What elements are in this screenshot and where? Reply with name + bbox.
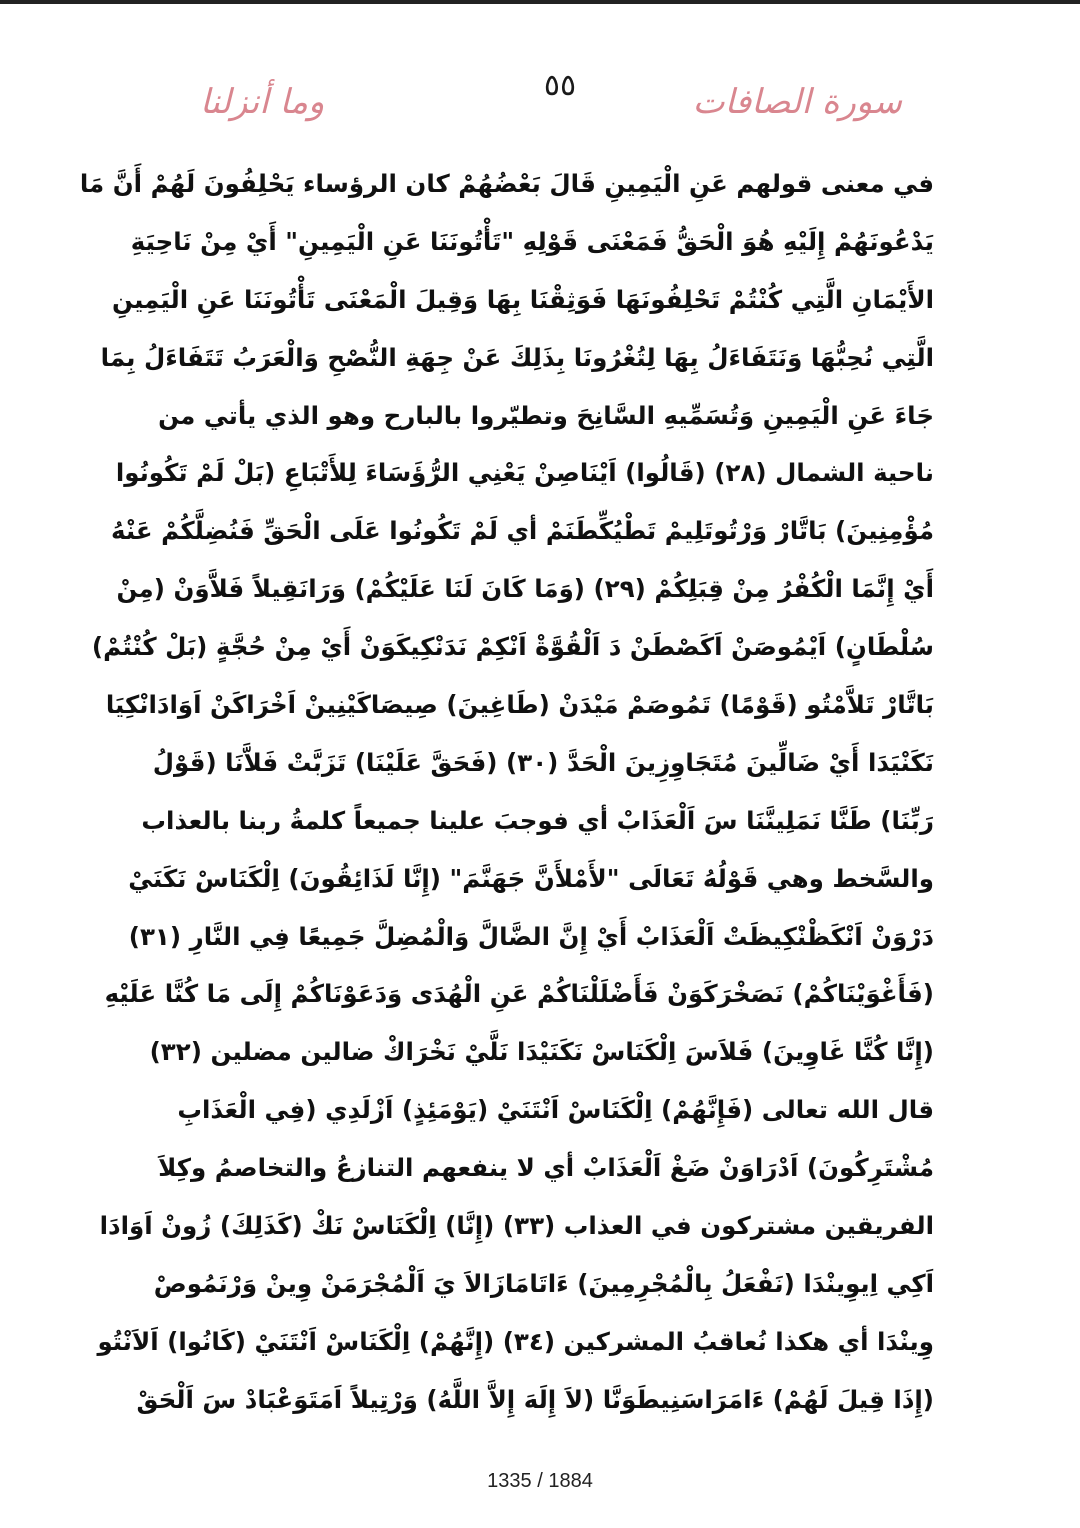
surah-name-handwritten: سورة الصافات (692, 82, 902, 122)
page-number: ٥٥ (543, 68, 577, 103)
text-line: نَكَنْيَدَا أَيْ ضَالِّينَ مُتَجَاوِزِينَ الْحَدَّ (٣٠) (فَحَقَّ عَلَيْنَا) تَزَبَّتْ فَلاَّنَا (قَوْلُ (152, 747, 934, 777)
text-line: والسَّخط وهي قَوْلُهُ تَعَالَى "لأَمْلأَنَّ جَهَنَّمَ" (إِنَّا لَذَائِقُونَ) اِلْكَنَاسْ نَكَنَيْ (128, 863, 934, 893)
text-line: اَكِي اِيوِينْدَا (نَفْعَلُ بِالْمُجْرِمِينَ) ءَاتَامَازَالاَ يَ اَلْمُجْرَمَنْ وِينْ وَرْنَمُوصْ (153, 1268, 934, 1298)
text-line: مُشْتَرِكُونَ) اَدْرَاوَنْ ضَغْ اَلْعَذَابْ أي لا ينفعهم التنازعُ والتخاصمُ وكِلاَ (158, 1153, 934, 1183)
text-line: (إِذَا قِيلَ لَهُمْ) ءَامَرَاسَنِيطَوَنَّا (لاَ إِلَهَ إِلاَّ اللَّهُ) وَرْتِيلاً اَمَتَوَعْبَادْ سَ اَلْحَقْ (136, 1384, 934, 1414)
page-indicator: 1335 / 1884 (487, 1470, 593, 1492)
text-line: ناحية الشمال (٢٨) (قَالُوا) اَيْنَاصِنْ يَعْنِي الرُّؤَسَاءَ لِلأَتْبَاعِ (بَلْ لَمْ تَكُونُوا (115, 458, 934, 488)
text-line: رَبِّنَا) طَنَّا نَمَلِينَّنَا سَ اَلْعَذَابْ أي فوجبَ علينا جميعاً كلمةُ ربنا بالعذاب (141, 805, 934, 835)
text-line: (إِنَّا كُنَّا غَاوِينَ) فَلاَسَ اِلْكَنَاسْ نَكَنَيْدَا نَلَّيْ نَخْرَاكْ ضالين مضلين (٣٢) (149, 1037, 934, 1067)
scan-top-edge (0, 0, 1080, 4)
text-line: الَّتِي نُحِبُّهَا وَنَتَفَاءَلُ بِهَا لِتُغْرُونَا بِذَلِكَ عَنْ جِهَةِ النُّصْحِ وَالْعَرَبُ تَتَفَاءَلُ بِمَا (100, 342, 934, 372)
text-line: جَاءَ عَنِ الْيَمِينِ وَتُسَمِّيهِ السَّانِحَ وتطيّروا بالبارح وهو الذي يأتي من (158, 400, 934, 430)
text-line: يَدْعُونَهُمْ إِلَيْهِ هُوَ الْحَقُّ فَمَعْنَى قَوْلِهِ "تَأْتُونَنَا عَنِ الْيَمِينِ" أَيْ مِنْ نَاحِيَةِ (130, 226, 934, 256)
text-line: دَرْوَنْ اَنْكَظْنْكِيظَتْ اَلْعَذَابْ أَيْ إِنَّ الضَّالَّ وَالْمُضِلَّ جَمِيعًا فِي النَّارِ (٣١) (128, 921, 934, 951)
text-line: في معنى قولهم عَنِ الْيَمِينِ قَالَ بَعْضُهُمْ كان الرؤساء يَحْلِفُونَ لَهُمْ أَنَّ مَا (79, 169, 934, 198)
text-line: سُلْطَانٍ) اَيْمُوصَنْ اَكَصْطَنْ دَ اَلْقُوَّةْ اَنْكِمْ نَدَنْكِيكَوَنْ أَيْ مِنْ حُجَّةٍ (بَلْ كُنْتُمْ) (91, 632, 934, 662)
page-header (0, 60, 1080, 140)
text-line: الفريقين مشتركون في العذاب (٣٣) (إِنَّا) اِلْكَنَاسْ نَكْ (كَذَلِكَ) زُونْ اَوَادَا (99, 1211, 934, 1241)
text-line: أَيْ إِنَّمَا الْكُفْرُ مِنْ قِبَلِكُمْ (٢٩) (وَمَا كَانَ لَنَا عَلَيْكُمْ) وَرَانَقِيلاً فَلاَّوَنْ (مِنْ (116, 574, 934, 604)
text-line: قال الله تعالى (فَإِنَّهُمْ) اِلْكَنَاسْ اَنْتَنَيْ (يَوْمَئِذٍ) اَزْلَدِي (فِي الْعَذَابِ (177, 1095, 934, 1125)
text-line: وِينْدَا أي هكذا نُعاقبُ المشركين (٣٤) (إِنَّهُمْ) اِلْكَنَاسْ اَنْتَنَيْ (كَانُوا) اَلاَنْتُو (97, 1326, 934, 1356)
text-line: بَاتَّارْ تَلاَّمْتُو (قَوْمًا) تَمُوصَمْ مَيْدَنْ (طَاغِينَ) صِيصَاكَيْنِينْ اَخْرَاكَنْ اَوَادَانْكِيَا (105, 690, 934, 720)
main-text-body (79, 155, 934, 1429)
text-line: (فَأَغْوَيْنَاكُمْ) نَصَخْرَكَوَنْ فَأَضْلَلْنَاكُمْ عَنِ الْهُدَى وَدَعَوْنَاكُمْ إِلَى مَا كُنَّا عَلَيْهِ (104, 979, 934, 1009)
text-line: الأَيْمَانِ الَّتِي كُنْتُمْ تَحْلِفُونَهَا فَوَثِقْنَا بِهَا وَقِيلَ الْمَعْنَى تَأْتُونَنَا عَنِ الْيَمِينِ (112, 284, 934, 314)
juz-name-handwritten: وما أنزلنا (200, 82, 325, 122)
text-line: مُؤْمِنِينَ) بَاتَّارْ وَرْتُوتَلِيمْ تَطْيُكِّطَنَمْ أي لَمْ تَكُونُوا عَلَى الْحَقِّ فَنُضِلَّكُمْ عَنْهُ (111, 516, 934, 546)
